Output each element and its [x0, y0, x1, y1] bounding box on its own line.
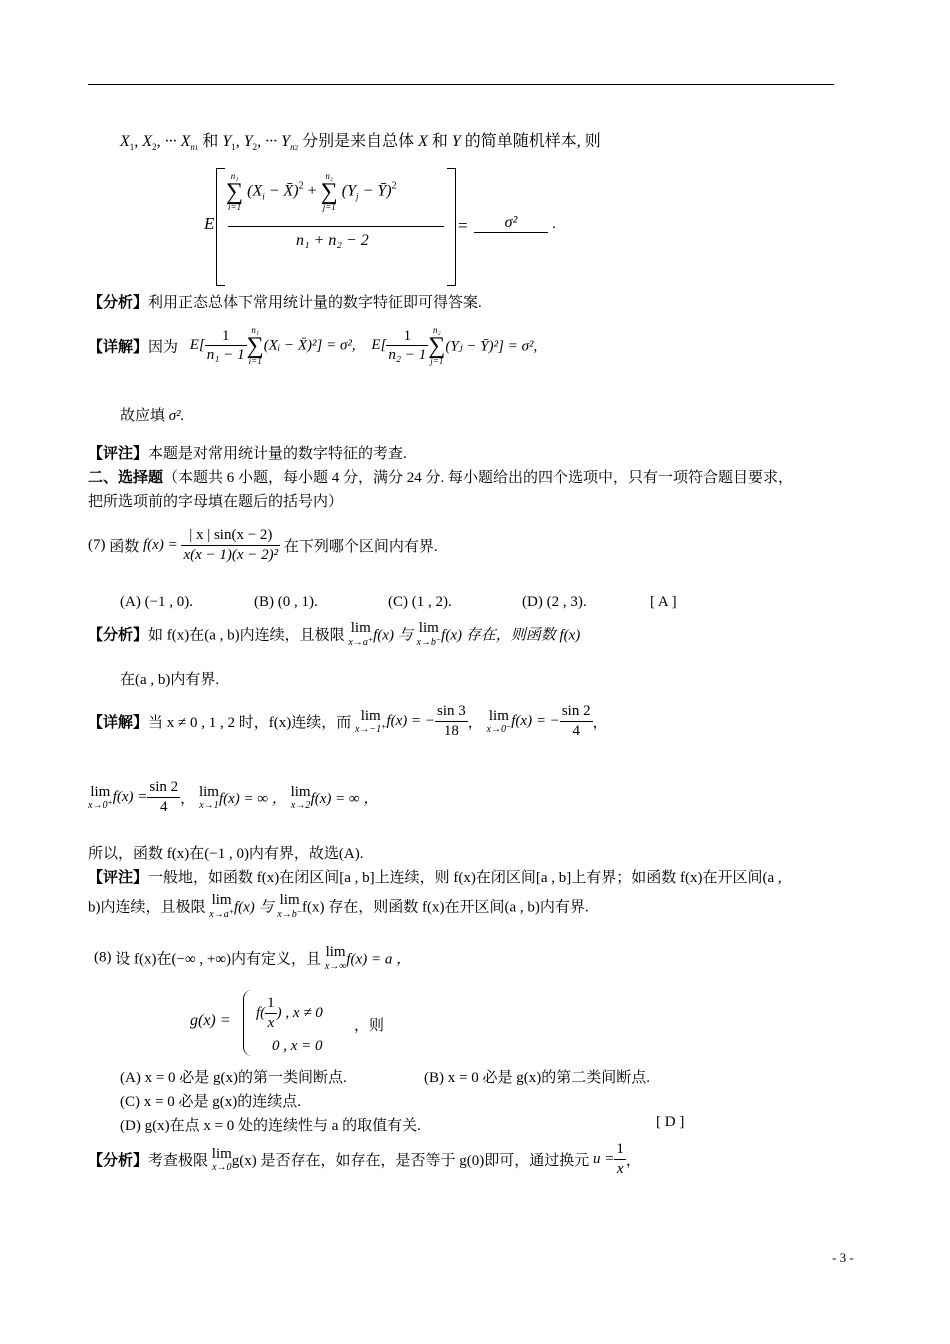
- q8-gx: g(x) =: [190, 1012, 231, 1029]
- q7-option-c: (C) (1 , 2).: [388, 594, 452, 610]
- q8-option-b: (B) x = 0 必是 g(x)的第二类间断点.: [424, 1070, 650, 1086]
- formula-fraction-bar: [228, 226, 444, 227]
- piecewise-brace: [243, 990, 252, 1056]
- formula-period: .: [552, 216, 556, 232]
- q8-option-d: (D) g(x)在点 x = 0 处的连续性与 a 的取值有关.: [120, 1118, 421, 1134]
- q7-stem: (7) 函数 f(x) = $\frac{| x | \sin(x - 2)}{\text{x(x − 1)(x − 2)²}}$ 在下列哪个区间内有界.: [88, 527, 438, 563]
- q7-option-d: (D) (2 , 3).: [522, 594, 587, 610]
- q8-then: ，则: [354, 1018, 385, 1034]
- expectation-e: E: [204, 214, 215, 233]
- q8-analysis: 【分析】考查极限 lim x→0 g(x) 是否存在，如存在，是否等于 g(0)即可，通过换元 u = $\frac{1}{x}$ ，: [88, 1141, 641, 1177]
- q7-detail-line2: lim x→0⁺ f(x) = $\frac{\sin 2}{4}$ ， lim x→1 f(x) = ∞ ， lim x→2 f(x) = ∞ ，: [88, 779, 379, 815]
- summation-1: n₁ ∑ i=1: [226, 171, 244, 213]
- header-rule: [88, 84, 834, 85]
- formula-denominator: n₁ + n₂ − 2: [296, 232, 369, 249]
- formula-answer: σ²: [474, 214, 548, 233]
- formula-numerator: n₁ ∑ i=1 ($X_i$ − X̄)$^2$ + n₂ ∑ j=1 ($Y_j$ − Ȳ)$^2$: [226, 171, 397, 213]
- q7-detail: 【详解】当 x ≠ 0 , 1 , 2 时，f(x)连续，而 lim x→−1⁺ f(x) = − $\frac{\sin 3}{18}$ ， lim x→0⁻ f(x) = − $\frac{\sin 2}{4}$ ，: [88, 703, 608, 739]
- q7-option-a: (A) (−1 , 0).: [120, 594, 194, 610]
- q8-answer: [ D ]: [656, 1114, 685, 1130]
- q8-case1: f( $\frac{1}{x}$ ) , x ≠ 0: [256, 995, 323, 1031]
- q7-analysis-cont: 在(a , b)内有界.: [120, 672, 220, 688]
- formula-equals: =: [458, 216, 468, 235]
- q6-detail: 【详解】因为 E[ $\frac{1}{\text{n₁ − 1}}$ n₁ ∑ i=1 (Xᵢ − X̄)²] = σ², E[ $\frac{1}{\text{n₂ − 1}}$ n₂ ∑ j=1 (Yⱼ − Ȳ)²] = σ²,: [88, 325, 538, 367]
- q8-stem: (8) 设 f(x)在(−∞ , +∞)内有定义，且 lim x→∞ f(x) = a ，: [94, 944, 412, 972]
- q7-answer: [ A ]: [650, 594, 677, 610]
- q8-option-c: (C) x = 0 必是 g(x)的连续点.: [120, 1094, 301, 1110]
- q7-analysis: 【分析】如 f(x)在(a , b)内连续，且极限 lim x→a⁺ f(x) 与 lim x→b⁻ f(x) 存在，则函数 f(x): [88, 620, 581, 648]
- q7-comment: 【评注】一般地，如函数 f(x)在闭区间[a , b]上连续，则 f(x)在闭区间[a , b]上有界；如函数 f(x)在开区间(a ,: [88, 870, 782, 886]
- q7-option-b: (B) (0 , 1).: [254, 594, 318, 610]
- section2-header: 二、选择题（本题共 6 小题，每小题 4 分，满分 24 分. 每小题给出的四个选项中，只有一项符合题目要求，: [88, 470, 794, 486]
- q6-fill: 故应填 σ².: [120, 408, 185, 424]
- q6-analysis: 【分析】利用正态总体下常用统计量的数字特征即可得答案.: [88, 295, 482, 311]
- q8-case2: 0 , x = 0: [272, 1038, 323, 1054]
- sample-intro: $X_1$, $X_2$, ··· $X_{n1}$ 和 $Y_1$, $Y_2$, ··· $Y_{n2}$ 分别是来自总体 X 和 Y 的简单随机样本, 则: [120, 133, 601, 152]
- q7-conclusion: 所以，函数 f(x)在(−1 , 0)内有界，故选(A).: [88, 846, 364, 862]
- q7-comment-line2: b)内连续，且极限 lim x→a⁺ f(x) 与 lim x→b⁻ f(x) 存在，则函数 f(x)在开区间(a , b)内有界.: [88, 892, 589, 920]
- q8-option-a: (A) x = 0 必是 g(x)的第一类间断点.: [120, 1070, 347, 1086]
- q6-comment: 【评注】本题是对常用统计量的数字特征的考查.: [88, 446, 407, 462]
- page-number: - 3 -: [832, 1250, 854, 1265]
- section2-desc-line2: 把所选项前的字母填在题后的括号内）: [88, 494, 344, 510]
- summation-2: n₂ ∑ j=1: [320, 171, 338, 213]
